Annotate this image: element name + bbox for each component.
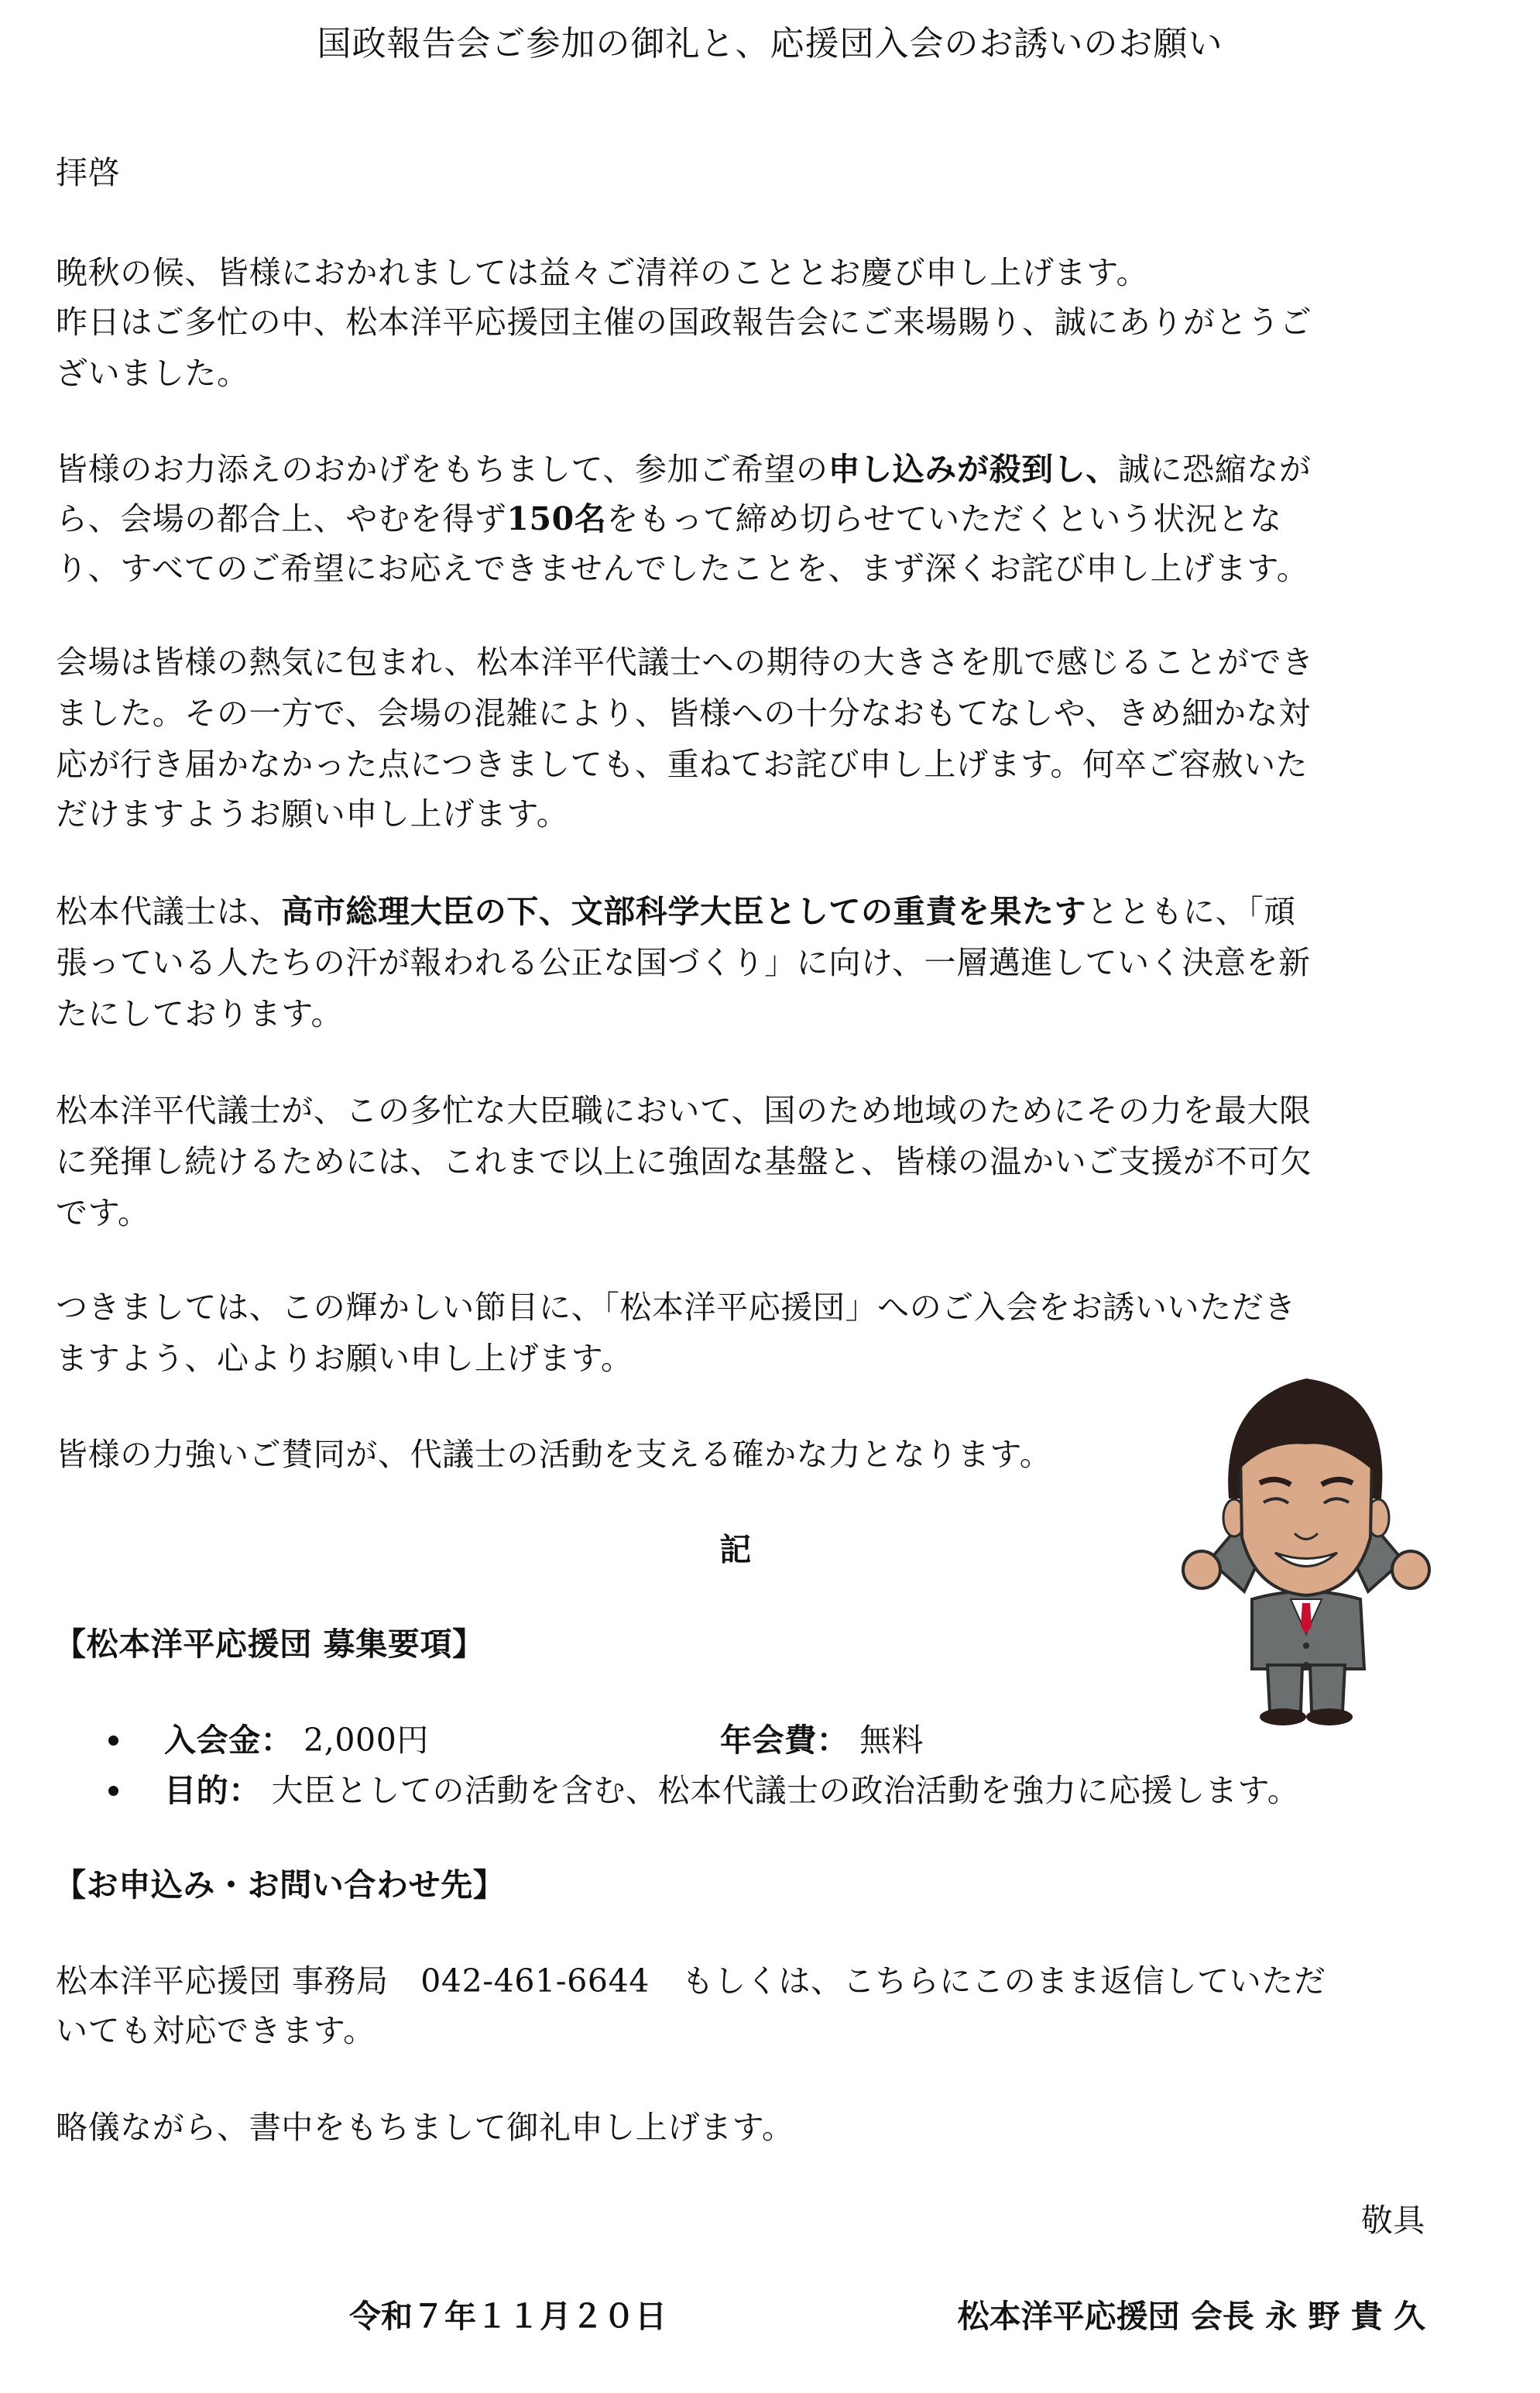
paragraph-2-line-2	[56, 500, 1282, 538]
politician-illustration	[1178, 1367, 1434, 1727]
paragraph-3-line-1	[56, 643, 1314, 682]
body-text: つきましては、この輝かしい節目に、「松本洋平応援団」へのご入会をお誘いいただき	[56, 1289, 1296, 1326]
list-item-annual-fee	[720, 1721, 924, 1760]
body-text: ざいました。	[56, 355, 249, 392]
fee-value: 2,000円	[304, 1722, 430, 1759]
paragraph-5-line-3	[56, 1193, 150, 1232]
annual-fee-label: 年会費：	[720, 1722, 849, 1759]
annual-fee-value: 無料	[859, 1722, 924, 1759]
cheering-politician-icon	[1178, 1367, 1434, 1727]
signature: 松本洋平応援団 会長 永 野 貴 久	[957, 2298, 1425, 2335]
paragraph-3-line-4	[56, 795, 568, 833]
list-item-fee	[164, 1721, 429, 1760]
body-text: です。	[56, 1194, 150, 1231]
body-text: ら、会場の都合上、やむを得ず	[56, 500, 507, 537]
paragraph-1-line-3	[56, 354, 249, 393]
body-text: 張っている人たちの汗が報われる公正な国づくり」に向け、一層邁進していく決意を新	[56, 944, 1311, 981]
paragraph-5-line-1	[56, 1091, 1312, 1130]
paragraph-2-line-3	[56, 549, 1308, 588]
body-text: 皆様のお力添えのおかげをもちまして、参加ご希望の	[56, 451, 828, 488]
body-text: をもって締め切らせていただくという状況とな	[606, 500, 1282, 537]
document-title: 国政報告会ご参加の御礼と、応援団入会のお誘いのお願い	[317, 24, 1223, 64]
purpose-value: 大臣としての活動を含む、松本代議士の政治活動を強力に応援します。	[271, 1772, 1300, 1809]
bullet-icon	[108, 1786, 118, 1796]
body-text: ますよう、心よりお願い申し上げます。	[56, 1340, 633, 1377]
emphasis-text: 申し込みが殺到し、	[828, 451, 1118, 488]
body-text: 昨日はご多忙の中、松本洋平応援団主催の国政報告会にご来場賜り、誠にありがとうご	[56, 304, 1312, 341]
body-text: 応が行き届かなかった点につきましても、重ねてお詫び申し上げます。何卒ご容赦いた	[56, 746, 1308, 783]
body-text: とともに、「頑	[1086, 893, 1296, 930]
body-text: 誠に恐縮なが	[1117, 451, 1312, 488]
paragraph-1-line-2	[56, 303, 1312, 342]
emphasis-text: 150名	[506, 500, 607, 537]
body-text: 皆様の力強いご賛同が、代議士の活動を支える確かな力となります。	[56, 1436, 1052, 1473]
salutation: 拝啓	[56, 154, 121, 191]
body-text: 松本洋平代議士が、この多忙な大臣職において、国のため地域のためにその力を最大限	[56, 1092, 1312, 1129]
paragraph-3-line-2	[56, 694, 1311, 733]
paragraph-3-line-3	[56, 745, 1308, 784]
paragraph-4-line-1	[56, 892, 1296, 931]
body-text: だけますようお願い申し上げます。	[56, 795, 569, 833]
paragraph-5-line-2	[56, 1142, 1312, 1181]
paragraph-2-line-1	[56, 450, 1312, 489]
bullet-icon	[108, 1736, 118, 1746]
body-text: り、すべてのご希望にお応えできませんでしたことを、まず深くお詫び申し上げます。	[56, 550, 1309, 587]
body-text: ました。その一方で、会場の混雑により、皆様への十分なおもてなしや、きめ細かな対	[56, 695, 1311, 732]
contact-line-2: いても対応できます。	[56, 2012, 376, 2049]
purpose-label: 目的：	[164, 1772, 261, 1809]
paragraph-4-line-2	[56, 943, 1311, 982]
recruitment-heading: 【松本洋平応援団 募集要項】	[54, 1626, 485, 1663]
contact-heading: 【お申込み・お問い合わせ先】	[54, 1866, 506, 1904]
paragraph-6-line-1	[56, 1288, 1296, 1327]
body-text: 松本代議士は、	[56, 893, 282, 930]
emphasis-text: 高市総理大臣の下、文部科学大臣としての重責を果たす	[281, 893, 1087, 930]
fee-label: 入会金：	[164, 1722, 293, 1759]
body-text: たにしております。	[56, 995, 344, 1032]
paragraph-1-line-1	[56, 253, 1148, 292]
closing-keigu: 敬具	[1360, 2202, 1425, 2239]
contact-line-1: 松本洋平応援団 事務局 042-461-6644 もしくは、こちらにこのまま返信していただ	[56, 1962, 1326, 2000]
paragraph-4-line-3	[56, 994, 343, 1033]
paragraph-7-line-1	[56, 1435, 1051, 1474]
list-item-purpose	[164, 1771, 1299, 1810]
date: 令和７年１１月２０日	[349, 2298, 667, 2335]
body-text: 会場は皆様の熱気に包まれ、松本洋平代議士への期待の大きさを肌で感じることができ	[56, 644, 1314, 681]
ki-heading: 記	[719, 1531, 752, 1568]
body-text: 晩秋の候、皆様におかれましては益々ご清祥のこととお慶び申し上げます。	[56, 254, 1149, 291]
paragraph-6-line-2	[56, 1339, 633, 1378]
body-text: に発揮し続けるためには、これまで以上に強固な基盤と、皆様の温かいご支援が不可欠	[56, 1143, 1312, 1180]
closing-sentence: 略儀ながら、書中をもちまして御礼申し上げます。	[56, 2109, 794, 2146]
